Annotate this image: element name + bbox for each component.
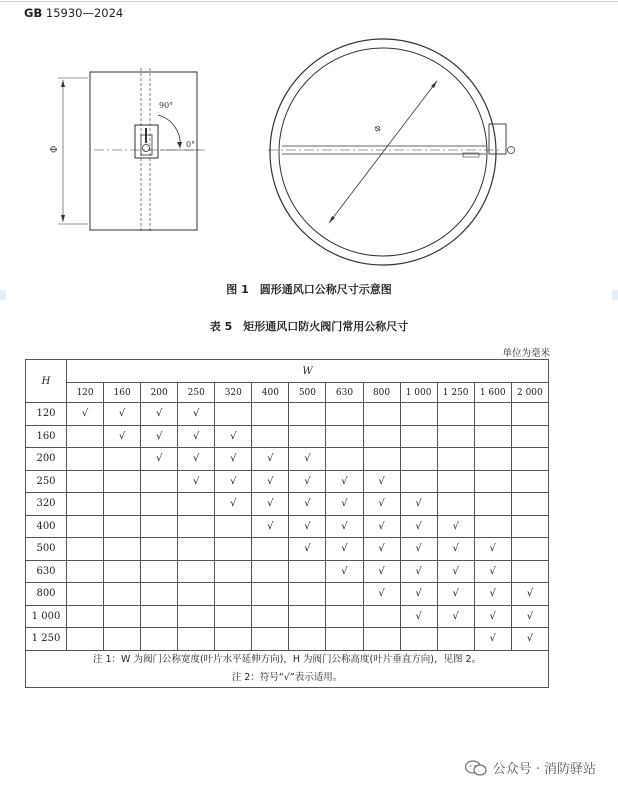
empty-cell <box>252 583 289 606</box>
empty-cell <box>178 493 215 516</box>
check-cell: √ <box>363 515 400 538</box>
empty-cell <box>326 605 363 628</box>
empty-cell <box>326 403 363 426</box>
check-cell: √ <box>215 425 252 448</box>
table-caption: 表 5 矩形通风口防火阀门常用公称尺寸 <box>209 320 409 333</box>
handle-housing <box>489 124 506 154</box>
w-value-cell: 250 <box>178 383 215 403</box>
note-1: 注 1：W 为阀门公称宽度(叶片水平延伸方向)，H 为阀门公称高度(叶片垂直方向)，见图 2。 <box>92 653 482 665</box>
table-row <box>26 538 549 561</box>
empty-cell <box>363 628 400 651</box>
handle-knob <box>508 147 515 154</box>
empty-cell <box>178 538 215 561</box>
check-cell: √ <box>289 493 326 516</box>
check-cell: √ <box>363 470 400 493</box>
empty-cell <box>400 628 437 651</box>
check-cell: √ <box>252 470 289 493</box>
empty-cell <box>104 448 141 471</box>
figure-caption: 图 1 圆形通风口公称尺寸示意图 <box>226 283 392 296</box>
w-value-cell: 320 <box>215 383 252 403</box>
check-cell: √ <box>400 605 437 628</box>
w-value-cell: 2 000 <box>511 383 548 403</box>
table-row <box>26 448 549 471</box>
empty-cell <box>104 470 141 493</box>
unit-label: 单位为毫米 <box>502 348 550 359</box>
w-value-cell: 630 <box>326 383 363 403</box>
h-value-cell: 500 <box>26 538 67 561</box>
empty-cell <box>511 538 548 561</box>
check-cell: √ <box>400 515 437 538</box>
w-value-cell: 1 250 <box>437 383 474 403</box>
empty-cell <box>141 538 178 561</box>
check-cell: √ <box>511 628 548 651</box>
check-cell: √ <box>252 448 289 471</box>
side-diameter-label: Φ <box>50 145 60 153</box>
angle-0-label: 0° <box>186 140 196 149</box>
empty-cell <box>178 560 215 583</box>
empty-cell <box>437 403 474 426</box>
wechat-icon <box>465 760 487 776</box>
h-header-cell: H <box>26 360 67 403</box>
empty-cell <box>437 448 474 471</box>
empty-cell <box>141 628 178 651</box>
check-cell: √ <box>400 560 437 583</box>
table-row <box>26 583 549 606</box>
empty-cell <box>474 448 511 471</box>
empty-cell <box>511 515 548 538</box>
h-value-cell: 250 <box>26 470 67 493</box>
empty-cell <box>104 538 141 561</box>
empty-cell <box>400 425 437 448</box>
check-cell: √ <box>474 560 511 583</box>
check-cell: √ <box>178 425 215 448</box>
h-value-cell: 1 000 <box>26 605 67 628</box>
w-value-cell: 1 000 <box>400 383 437 403</box>
empty-cell <box>215 538 252 561</box>
h-value-cell: 800 <box>26 583 67 606</box>
empty-cell <box>67 605 104 628</box>
table-row <box>26 605 549 628</box>
empty-cell <box>289 605 326 628</box>
empty-cell <box>178 605 215 628</box>
check-cell: √ <box>326 493 363 516</box>
table-row <box>26 425 549 448</box>
check-cell: √ <box>511 605 548 628</box>
table-row <box>26 560 549 583</box>
check-cell: √ <box>326 538 363 561</box>
check-cell: √ <box>252 515 289 538</box>
empty-cell <box>400 448 437 471</box>
empty-cell <box>104 493 141 516</box>
empty-cell <box>252 538 289 561</box>
empty-cell <box>437 628 474 651</box>
check-cell: √ <box>326 515 363 538</box>
check-cell: √ <box>104 403 141 426</box>
w-value-cell: 200 <box>141 383 178 403</box>
h-value-cell: 400 <box>26 515 67 538</box>
w-header-row <box>26 360 549 383</box>
empty-cell <box>363 425 400 448</box>
empty-cell <box>104 560 141 583</box>
watermark-text: 公众号 · 消防驿站 <box>492 762 596 777</box>
empty-cell <box>141 605 178 628</box>
empty-cell <box>511 493 548 516</box>
empty-cell <box>326 628 363 651</box>
empty-cell <box>178 628 215 651</box>
empty-cell <box>215 583 252 606</box>
empty-cell <box>289 425 326 448</box>
note-2: 注 2：符号“√”表示适用。 <box>231 671 343 683</box>
check-cell: √ <box>474 538 511 561</box>
figure-round-vent <box>0 0 618 280</box>
empty-cell <box>67 538 104 561</box>
w-value-cell: 400 <box>252 383 289 403</box>
empty-cell <box>511 448 548 471</box>
check-cell: √ <box>437 515 474 538</box>
side-view-body <box>90 72 197 230</box>
check-cell: √ <box>400 493 437 516</box>
h-value-cell: 1 250 <box>26 628 67 651</box>
empty-cell <box>474 493 511 516</box>
check-cell: √ <box>178 470 215 493</box>
check-cell: √ <box>437 583 474 606</box>
empty-cell <box>67 493 104 516</box>
empty-cell <box>252 425 289 448</box>
empty-cell <box>215 605 252 628</box>
check-cell: √ <box>400 583 437 606</box>
empty-cell <box>326 425 363 448</box>
check-cell: √ <box>326 470 363 493</box>
empty-cell <box>252 560 289 583</box>
check-cell: √ <box>437 560 474 583</box>
front-view <box>268 39 515 265</box>
empty-cell <box>474 425 511 448</box>
check-cell: √ <box>437 605 474 628</box>
table-row <box>26 493 549 516</box>
empty-cell <box>437 493 474 516</box>
w-header-cell: W <box>67 360 549 383</box>
empty-cell <box>104 583 141 606</box>
check-cell: √ <box>363 493 400 516</box>
check-cell: √ <box>141 448 178 471</box>
side-view <box>58 68 205 232</box>
rotation-arc <box>158 115 180 148</box>
check-cell: √ <box>289 538 326 561</box>
standard-code: GB <box>24 6 43 20</box>
empty-cell <box>289 403 326 426</box>
check-cell: √ <box>326 560 363 583</box>
empty-cell <box>400 470 437 493</box>
empty-cell <box>178 583 215 606</box>
empty-cell <box>104 605 141 628</box>
check-cell: √ <box>215 493 252 516</box>
notes-cell <box>26 650 549 687</box>
w-value-cell: 160 <box>104 383 141 403</box>
check-cell: √ <box>363 538 400 561</box>
empty-cell <box>326 448 363 471</box>
front-diameter-label: Φ <box>372 123 384 135</box>
empty-cell <box>437 425 474 448</box>
empty-cell <box>141 515 178 538</box>
check-cell: √ <box>215 448 252 471</box>
w-value-cell: 800 <box>363 383 400 403</box>
w-value-cell: 120 <box>67 383 104 403</box>
empty-cell <box>289 560 326 583</box>
empty-cell <box>67 470 104 493</box>
table-row <box>26 628 549 651</box>
empty-cell <box>511 470 548 493</box>
table-row <box>26 403 549 426</box>
empty-cell <box>67 628 104 651</box>
check-cell: √ <box>289 515 326 538</box>
empty-cell <box>363 448 400 471</box>
empty-cell <box>289 583 326 606</box>
empty-cell <box>141 560 178 583</box>
check-cell: √ <box>400 538 437 561</box>
empty-cell <box>215 560 252 583</box>
check-cell: √ <box>474 583 511 606</box>
empty-cell <box>363 605 400 628</box>
empty-cell <box>215 515 252 538</box>
empty-cell <box>474 470 511 493</box>
empty-cell <box>141 583 178 606</box>
h-value-cell: 200 <box>26 448 67 471</box>
check-cell: √ <box>141 425 178 448</box>
check-cell: √ <box>474 628 511 651</box>
empty-cell <box>67 515 104 538</box>
check-cell: √ <box>141 403 178 426</box>
notes-row <box>26 650 549 687</box>
check-cell: √ <box>289 448 326 471</box>
dimension-table <box>25 359 549 688</box>
check-cell: √ <box>363 583 400 606</box>
angle-90-label: 90° <box>159 101 174 110</box>
empty-cell <box>363 403 400 426</box>
empty-cell <box>474 403 511 426</box>
h-value-cell: 320 <box>26 493 67 516</box>
watermark <box>465 758 596 777</box>
empty-cell <box>67 560 104 583</box>
check-cell: √ <box>178 403 215 426</box>
w-value-cell: 500 <box>289 383 326 403</box>
h-value-cell: 630 <box>26 560 67 583</box>
empty-cell <box>67 448 104 471</box>
empty-cell <box>67 583 104 606</box>
check-cell: √ <box>363 560 400 583</box>
table-row <box>26 515 549 538</box>
w-value-cell: 1 600 <box>474 383 511 403</box>
check-cell: √ <box>252 493 289 516</box>
h-value-cell: 120 <box>26 403 67 426</box>
empty-cell <box>289 628 326 651</box>
empty-cell <box>511 403 548 426</box>
empty-cell <box>326 583 363 606</box>
empty-cell <box>511 425 548 448</box>
empty-cell <box>437 470 474 493</box>
empty-cell <box>252 628 289 651</box>
table-body <box>26 403 549 651</box>
check-cell: √ <box>289 470 326 493</box>
empty-cell <box>474 515 511 538</box>
h-value-cell: 160 <box>26 425 67 448</box>
empty-cell <box>141 493 178 516</box>
check-cell: √ <box>511 583 548 606</box>
check-cell: √ <box>178 448 215 471</box>
w-values-row <box>26 383 549 403</box>
standard-number: 15930—2024 <box>45 6 124 20</box>
empty-cell <box>400 403 437 426</box>
empty-cell <box>178 515 215 538</box>
empty-cell <box>252 605 289 628</box>
check-cell: √ <box>104 425 141 448</box>
table-row <box>26 470 549 493</box>
check-cell: √ <box>67 403 104 426</box>
empty-cell <box>252 403 289 426</box>
check-cell: √ <box>437 538 474 561</box>
empty-cell <box>511 560 548 583</box>
empty-cell <box>104 628 141 651</box>
empty-cell <box>67 425 104 448</box>
front-diameter-line <box>329 81 437 223</box>
empty-cell <box>141 470 178 493</box>
empty-cell <box>215 403 252 426</box>
empty-cell <box>215 628 252 651</box>
empty-cell <box>104 515 141 538</box>
check-cell: √ <box>215 470 252 493</box>
check-cell: √ <box>474 605 511 628</box>
